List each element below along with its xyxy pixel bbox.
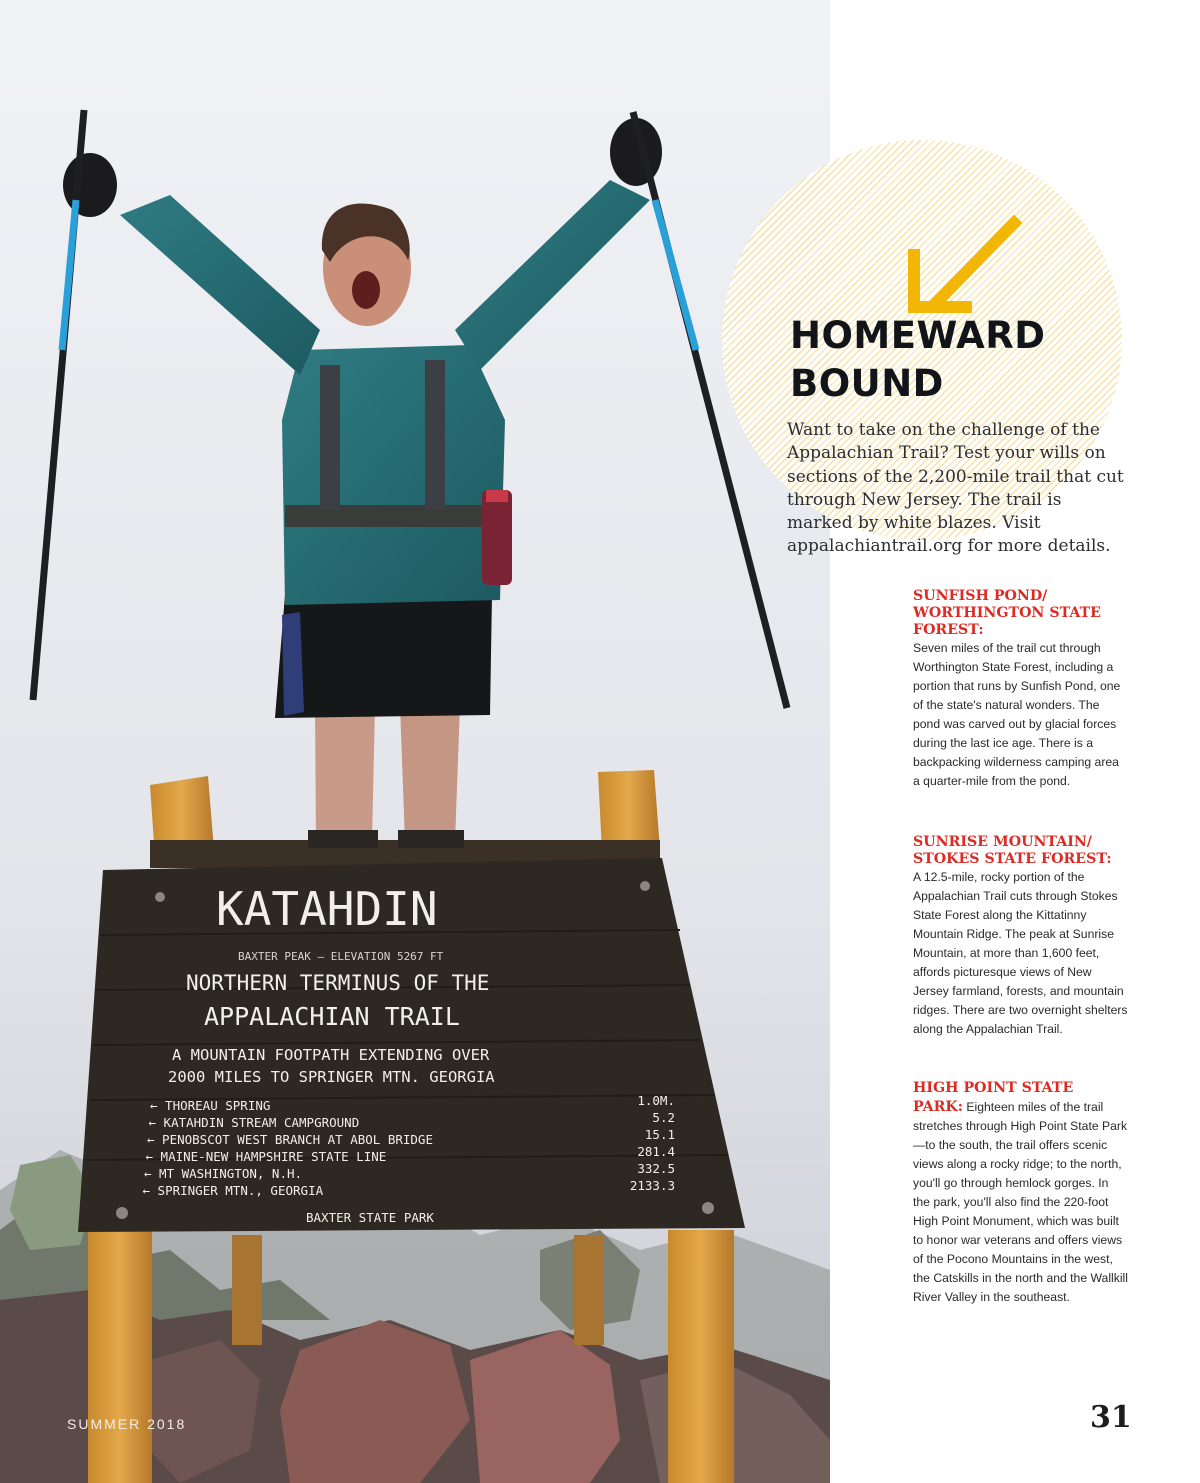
sign-destination-name: ← SPRINGER MTN., GEORGIA	[142, 1183, 324, 1198]
sign-destination-distance: 2133.3	[629, 1178, 675, 1193]
section-body: Seven miles of the trail cut through Worthington State Forest, including a portion that runs by Sunfish Pond, one of the state's natural wonders. The pond was carved out by glacial forces during the last ice age. There is a backpacking wilderness camping area a quarter-mile from the pond.	[913, 641, 1121, 788]
sign-destination-distance: 332.5	[637, 1161, 675, 1176]
section-sunrise-mountain	[913, 834, 1128, 1039]
sign-destination-distance: 281.4	[637, 1144, 675, 1159]
headline	[790, 312, 1046, 408]
section-sunfish-pond	[913, 588, 1128, 791]
section-title: SUNFISH POND/ WORTHINGTON STATE FOREST:	[913, 588, 1101, 638]
section-title: SUNRISE MOUNTAIN/ STOKES STATE FOREST:	[913, 834, 1112, 867]
sign-destination-name: ← KATAHDIN STREAM CAMPGROUND	[148, 1115, 360, 1130]
section-body: Eighteen miles of the trail stretches through High Point State Park—to the south, the trail offers scenic views along a rocky ridge; to the north, you'll go through hemlock gorges. In the park, you'll also find the 220-foot High Point Monument, which was built to honor war veterans and offers views of the Pocono Mountains in the west, the Catskills in the north and the Wallkill River Valley in the southeast.	[913, 1100, 1128, 1304]
sign-destination-name: ← PENOBSCOT WEST BRANCH AT ABOL BRIDGE	[147, 1132, 433, 1147]
sign-northern-terminus: NORTHERN TERMINUS OF THE	[186, 971, 490, 995]
sign-footpath-line1: A MOUNTAIN FOOTPATH EXTENDING OVER	[172, 1046, 490, 1064]
sign-destination-name: ← MAINE-NEW HAMPSHIRE STATE LINE	[145, 1149, 387, 1164]
sign-park: BAXTER STATE PARK	[306, 1210, 434, 1225]
headline-line1: HOMEWARD	[790, 314, 1046, 357]
section-high-point	[913, 1079, 1128, 1307]
sign-destination-distance: 1.0M.	[637, 1093, 675, 1108]
section-title: HIGH POINT STATE PARK:	[913, 1080, 1074, 1115]
headline-line2: BOUND	[790, 362, 944, 405]
sign-appalachian-trail: APPALACHIAN TRAIL	[204, 1002, 460, 1031]
issue-label: SUMMER 2018	[67, 1416, 187, 1432]
sign-footpath-line2: 2000 MILES TO SPRINGER MTN. GEORGIA	[168, 1068, 495, 1086]
sign-destination-name: ← THOREAU SPRING	[150, 1098, 271, 1113]
sign-destination-name: ← MT WASHINGTON, N.H.	[144, 1166, 303, 1181]
intro-paragraph: Want to take on the challenge of the Appalachian Trail? Test your wills on sections of the 2,200-mile trail that cut through New Jersey. The trail is marked by white blazes. Visit appalachiantrail.org for more details.	[787, 420, 1124, 557]
sign-title: KATAHDIN	[216, 882, 438, 936]
arrow-down-left-icon	[904, 215, 1024, 325]
sign-destination-distance: 15.1	[644, 1127, 675, 1142]
page-number: 31	[1090, 1400, 1132, 1435]
sign-destination-distance: 5.2	[652, 1110, 675, 1125]
section-body: A 12.5-mile, rocky portion of the Appalachian Trail cuts through Stokes State Forest along the Kittatinny Mountain Ridge. The peak at Sunrise Mountain, at more than 1,600 feet, affords picturesque views of New Jersey farmland, forests, and mountain ridges. There are two overnight shelters along the Appalachian Trail.	[913, 870, 1128, 1036]
sign-elevation: BAXTER PEAK — ELEVATION 5267 FT	[238, 950, 444, 963]
